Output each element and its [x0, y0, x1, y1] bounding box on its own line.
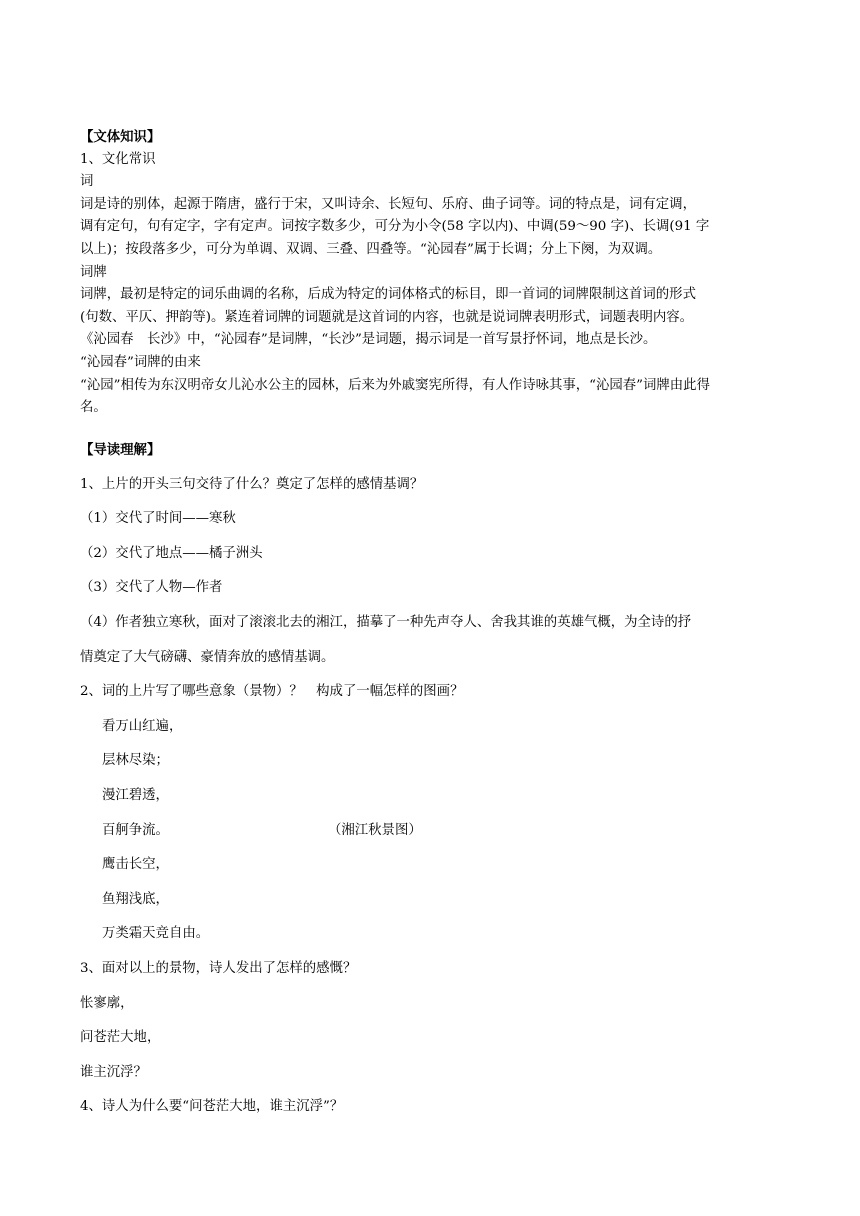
term-ci: 词 — [80, 174, 94, 190]
ci-paragraph-line: 调有定句，句有定字，字有定声。词按字数多少，可分为小令(58 字以内)、中调(59～90 字)、长调(91 字 — [80, 219, 710, 235]
genre-knowledge-heading: 【文体知识】 — [80, 129, 161, 145]
answer-3-line: 怅寥廓， — [80, 995, 134, 1011]
ci-paragraph-line: 以上)；按段落多少，可分为单调、双调、三叠、四叠等。“沁园春”属于长调；分上下阕，为双调。 — [80, 241, 662, 257]
answer-1-item: （2）交代了地点——橘子洲头 — [80, 545, 263, 561]
poem-line: 看万山红遍， — [102, 718, 183, 734]
poem-line: 百舸争流。 — [102, 822, 169, 838]
answer-1-item: （3）交代了人物—作者 — [80, 580, 223, 596]
question-1: 1、上片的开头三句交待了什么？奠定了怎样的感情基调？ — [80, 476, 424, 492]
poem-line: 鹰击长空， — [102, 857, 169, 873]
poem-line: 万类霜天竞自由。 — [102, 926, 210, 942]
answer-1-item: （1）交代了时间——寒秋 — [80, 511, 236, 527]
question-2: 2、词的上片写了哪些意象（景物）？ 构成了一幅怎样的图画？ — [80, 684, 464, 700]
question-3: 3、面对以上的景物，诗人发出了怎样的感慨？ — [80, 960, 357, 976]
origin-paragraph-line: 名。 — [80, 400, 107, 416]
poem-line: 层林尽染； — [102, 753, 169, 769]
cipai-paragraph-line: (句数、平仄、押韵等)。紧连着词牌的词题就是这首词的内容，也就是说词牌表明形式，词题表明内容。 — [80, 309, 694, 325]
term-origin: “沁园春”词牌的由来 — [80, 354, 201, 370]
ci-paragraph-line: 词是诗的别体，起源于隋唐，盛行于宋，又叫诗余、长短句、乐府、曲子词等。词的特点是，词有定调， — [80, 196, 696, 212]
poem-line: 鱼翔浅底， — [102, 891, 169, 907]
poem-line: 漫江碧透， — [102, 787, 169, 803]
cipai-paragraph-line: 《沁园春 长沙》中，“沁园春”是词牌，“长沙”是词题，揭示词是一首写景抒怀词，地点是长沙。 — [80, 332, 657, 348]
cultural-knowledge-subheading: 1、文化常识 — [80, 151, 156, 167]
genre-knowledge-section — [80, 126, 785, 420]
reading-guide-heading: 【导读理解】 — [80, 442, 161, 458]
origin-paragraph-line: “沁园”相传为东汉明帝女儿沁水公主的园林，后来为外戚窦宪所得，有人作诗咏其事，“沁园春”词牌由此得 — [80, 377, 710, 393]
poem-line-with-note — [80, 821, 785, 841]
answer-3-line: 问苍茫大地， — [80, 1030, 161, 1046]
answer-1-item-4-line: 情奠定了大气磅礴、豪情奔放的感情基调。 — [80, 649, 335, 665]
cipai-paragraph-line: 词牌，最初是特定的词乐曲调的名称，后成为特定的词体格式的标目，即一首词的词牌限制这首词的形式 — [80, 287, 696, 303]
reading-guide-section — [80, 440, 785, 1117]
term-cipai: 词牌 — [80, 264, 107, 280]
poem-scene-note: （湘江秋景图） — [328, 822, 422, 838]
answer-1-item-4-line: （4）作者独立寒秋，面对了滚滚北去的湘江，描摹了一种先声夺人、舍我其谁的英雄气概，为全诗的抒 — [80, 614, 692, 630]
question-4: 4、诗人为什么要“问苍茫大地，谁主沉浮”？ — [80, 1099, 344, 1115]
answer-3-line: 谁主沉浮？ — [80, 1064, 147, 1080]
